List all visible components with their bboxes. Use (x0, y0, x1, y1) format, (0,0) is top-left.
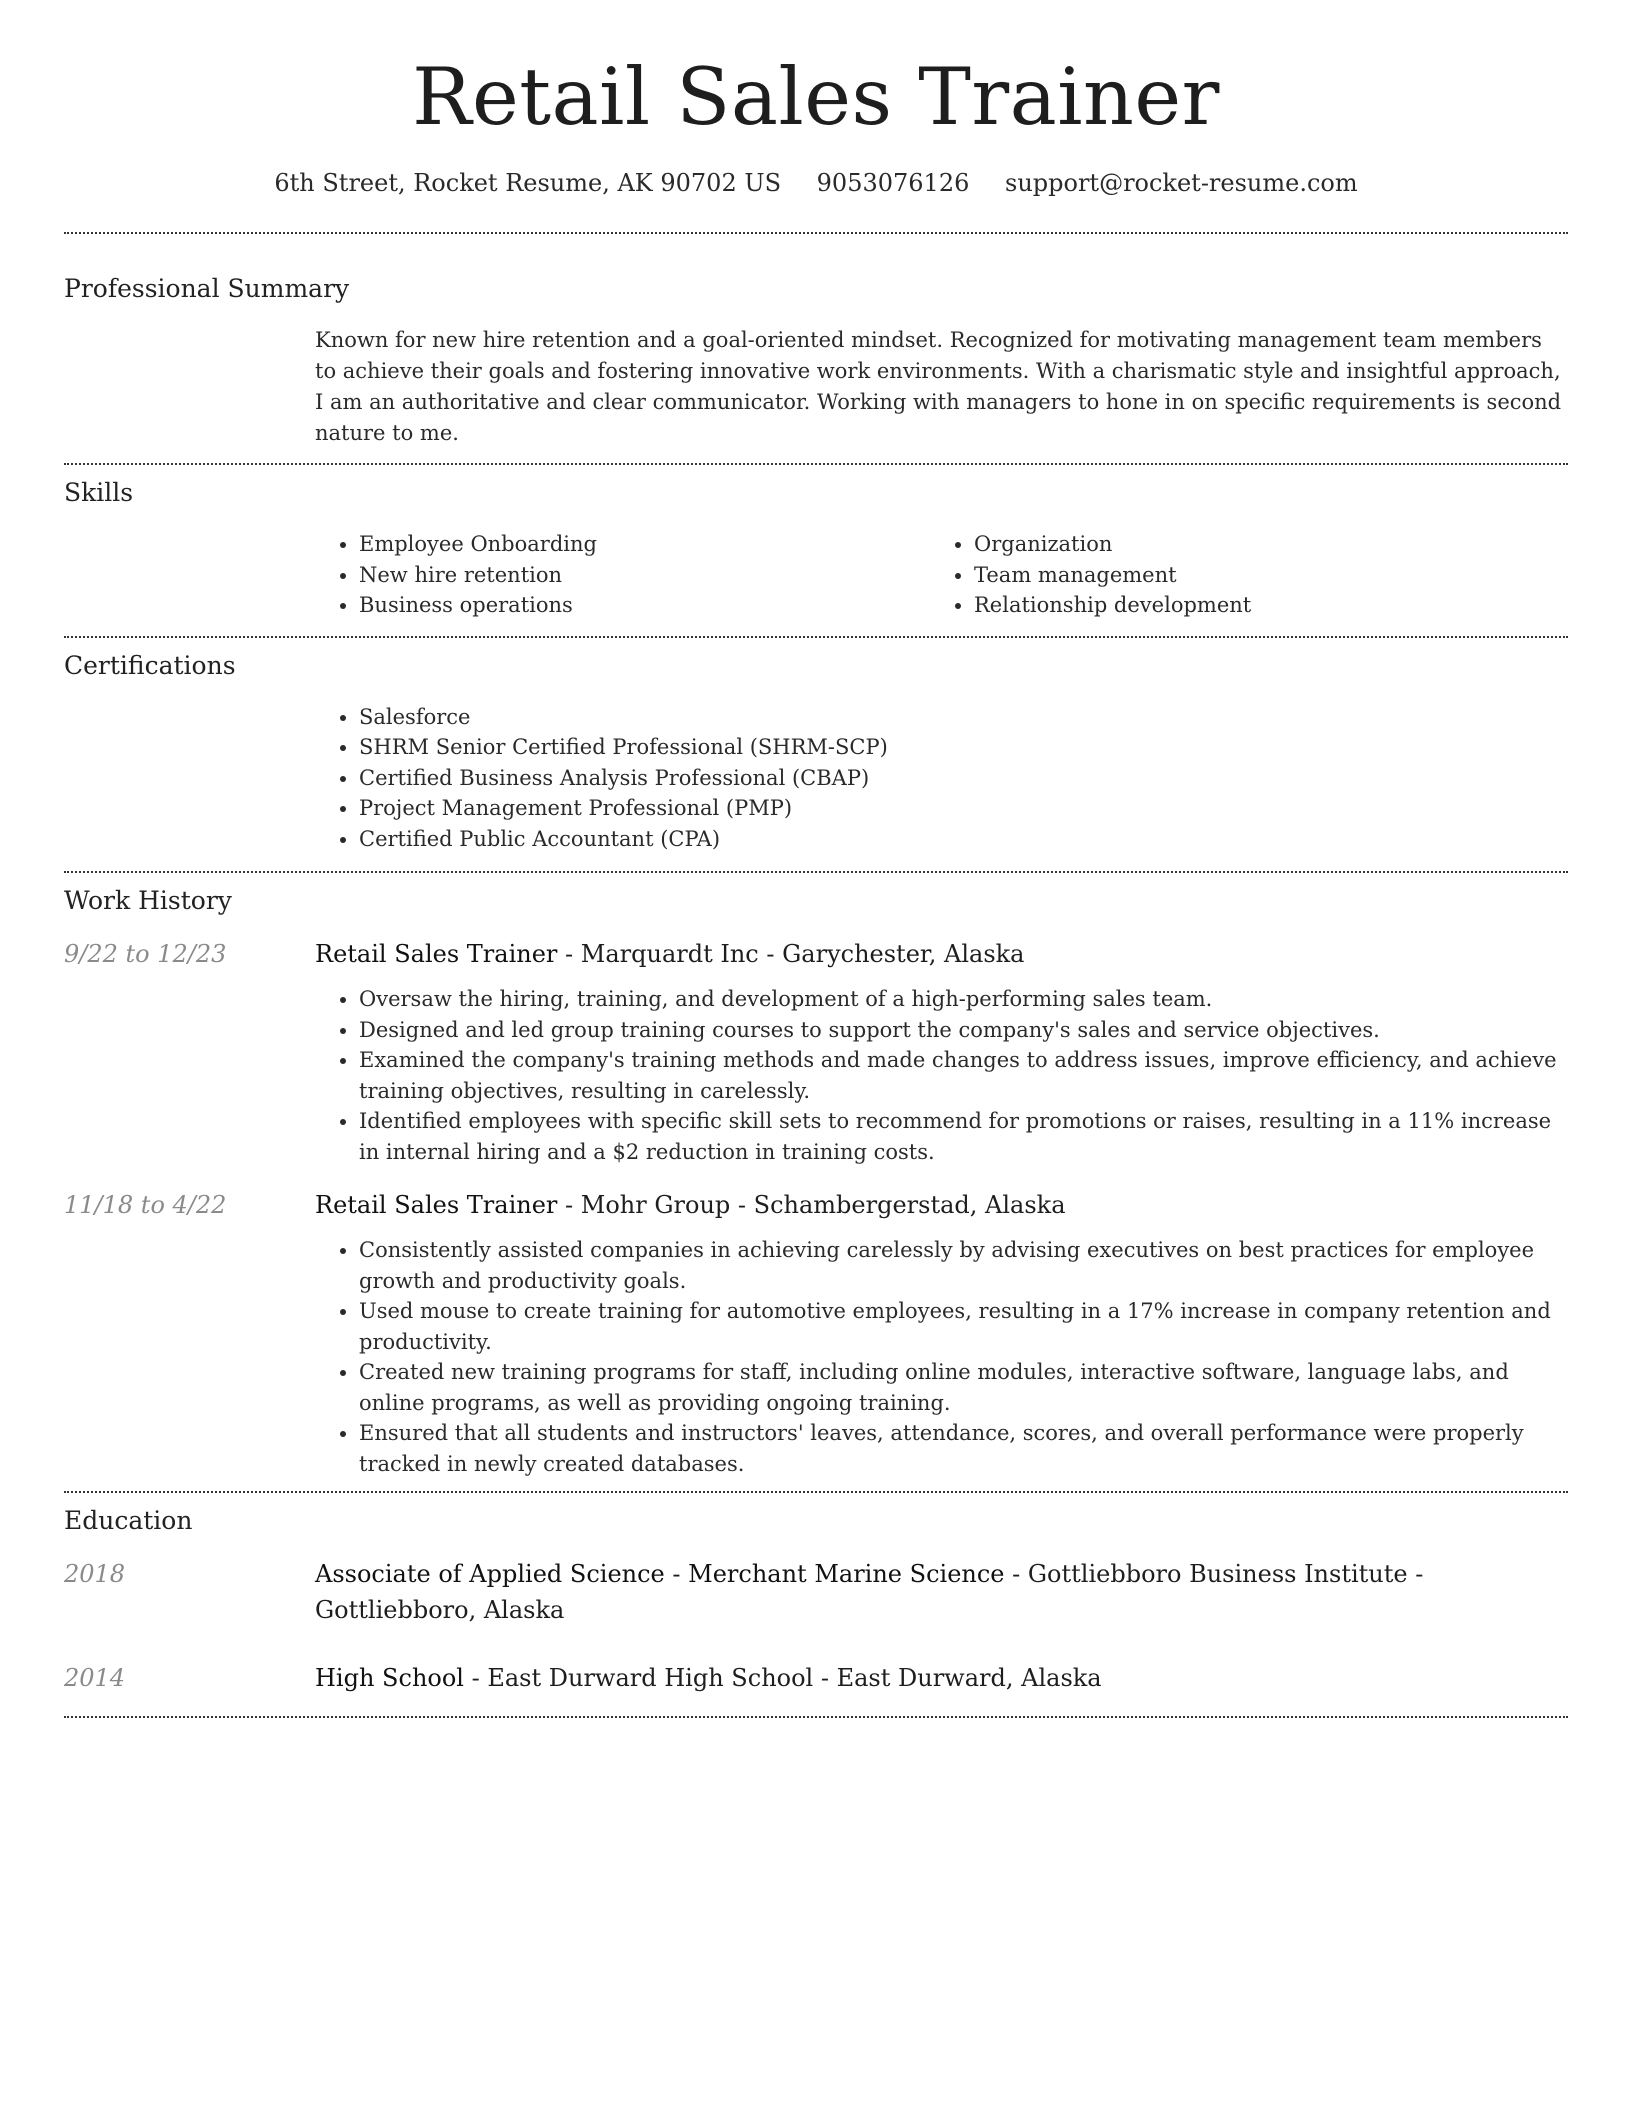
contact-address: 6th Street, Rocket Resume, AK 90702 US (274, 169, 782, 197)
education-school: Gottliebboro Business Institute (1027, 1560, 1408, 1588)
education-heading-line (315, 1556, 1568, 1628)
divider (64, 871, 1568, 873)
certifications-list (315, 702, 1568, 855)
separator: - (813, 1664, 837, 1692)
education-location: Gottliebboro, Alaska (315, 1596, 565, 1624)
certifications-heading: Certifications (64, 650, 236, 680)
job-dates: 9/22 to 12/23 (64, 940, 227, 968)
skills-section (64, 478, 1568, 621)
job-company: Mohr Group (580, 1191, 731, 1219)
education-heading-line (315, 1660, 1568, 1696)
list-item: • Business operations (359, 590, 930, 621)
summary-section (64, 274, 1568, 449)
separator: - (664, 1560, 689, 1588)
job-bullets (315, 1235, 1568, 1479)
list-item: • Project Management Professional (PMP) (359, 793, 1568, 824)
certifications-section (64, 651, 1568, 855)
education-year: 2018 (64, 1560, 126, 1588)
list-item: • Salesforce (359, 702, 1568, 733)
job-role: Retail Sales Trainer (315, 1191, 558, 1219)
list-item: • Ensured that all students and instructors' leaves, attendance, scores, and overall performance were properly tracked in newly created databases. (359, 1418, 1568, 1479)
education-degree: High School (315, 1664, 464, 1692)
list-item: • Organization (974, 529, 1545, 560)
education-entry (64, 1556, 1568, 1628)
resume-page (64, 0, 1568, 1718)
list-item: • Team management (974, 560, 1545, 591)
education-year: 2014 (64, 1664, 126, 1692)
separator: - (557, 1191, 581, 1219)
divider (64, 1716, 1568, 1718)
job-role: Retail Sales Trainer (315, 940, 558, 968)
divider (64, 463, 1568, 465)
contact-email: support@rocket-resume.com (1005, 169, 1358, 197)
job-dates: 11/18 to 4/22 (64, 1191, 227, 1219)
list-item: • Employee Onboarding (359, 529, 930, 560)
summary-text: Known for new hire retention and a goal-oriented mindset. Recognized for motivating management team members to achieve their goals and fostering innovative work environments. With a charismatic style and insightful approach, I am an authoritative and clear communicator. Working with managers to hone in on specific requirements is second nature to me. (315, 328, 1562, 445)
job-location: Schambergerstad, Alaska (753, 1191, 1066, 1219)
list-item: • Created new training programs for staff, including online modules, interactive software, language labs, and online programs, as well as providing ongoing training. (359, 1357, 1568, 1418)
separator: - (758, 940, 783, 968)
education-degree: Associate of Applied Science (315, 1560, 665, 1588)
job-body (315, 936, 1568, 1167)
list-item: • Designed and led group training courses to support the company's sales and service objectives. (359, 1015, 1568, 1046)
separator: - (557, 940, 581, 968)
list-item: • SHRM Senior Certified Professional (SHRM-SCP) (359, 732, 1568, 763)
summary-heading: Professional Summary (64, 274, 350, 303)
list-item: • Identified employees with specific skill sets to recommend for promotions or raises, resulting in a 11% increase in internal hiring and a $2 reduction in training costs. (359, 1106, 1568, 1167)
contact-phone: 9053076126 (816, 169, 970, 197)
job-location: Garychester, Alaska (782, 940, 1025, 968)
separator: - (1407, 1560, 1424, 1588)
job-heading (315, 936, 1568, 972)
job-company: Marquardt Inc (580, 940, 759, 968)
skills-columns (315, 529, 1568, 621)
list-item: • Relationship development (974, 590, 1545, 621)
list-item: • Consistently assisted companies in achieving carelessly by advising executives on best practices for employee growth and productivity goals. (359, 1235, 1568, 1296)
job-entry (64, 936, 1568, 1167)
separator: - (730, 1191, 754, 1219)
job-body (315, 1187, 1568, 1479)
work-history-section (64, 886, 1568, 1479)
list-item: • Oversaw the hiring, training, and development of a high-performing sales team. (359, 984, 1568, 1015)
list-item: • New hire retention (359, 560, 930, 591)
skills-list-left (315, 529, 930, 621)
separator: - (463, 1664, 488, 1692)
education-heading: Education (64, 1506, 193, 1535)
list-item: • Certified Public Accountant (CPA) (359, 824, 1568, 855)
separator: - (1004, 1560, 1028, 1588)
job-heading (315, 1187, 1568, 1223)
candidate-name: Retail Sales Trainer (412, 51, 1220, 143)
divider (64, 1491, 1568, 1493)
list-item: • Certified Business Analysis Professional (CBAP) (359, 763, 1568, 794)
job-bullets (315, 984, 1568, 1167)
divider (64, 636, 1568, 638)
education-location: East Durward, Alaska (836, 1664, 1102, 1692)
contact-line (64, 169, 1568, 197)
education-school: East Durward High School (487, 1664, 814, 1692)
skills-heading: Skills (64, 478, 134, 507)
list-item: • Used mouse to create training for automotive employees, resulting in a 17% increase in company retention and productivity. (359, 1296, 1568, 1357)
education-section (64, 1506, 1568, 1696)
education-field: Merchant Marine Science (688, 1560, 1005, 1588)
list-item: • Examined the company's training methods and made changes to address issues, improve efficiency, and achieve training objectives, resulting in carelessly. (359, 1045, 1568, 1106)
work-history-heading: Work History (64, 886, 232, 915)
job-entry (64, 1187, 1568, 1479)
skills-list-right (930, 529, 1545, 621)
divider (64, 232, 1568, 234)
education-entry (64, 1660, 1568, 1696)
